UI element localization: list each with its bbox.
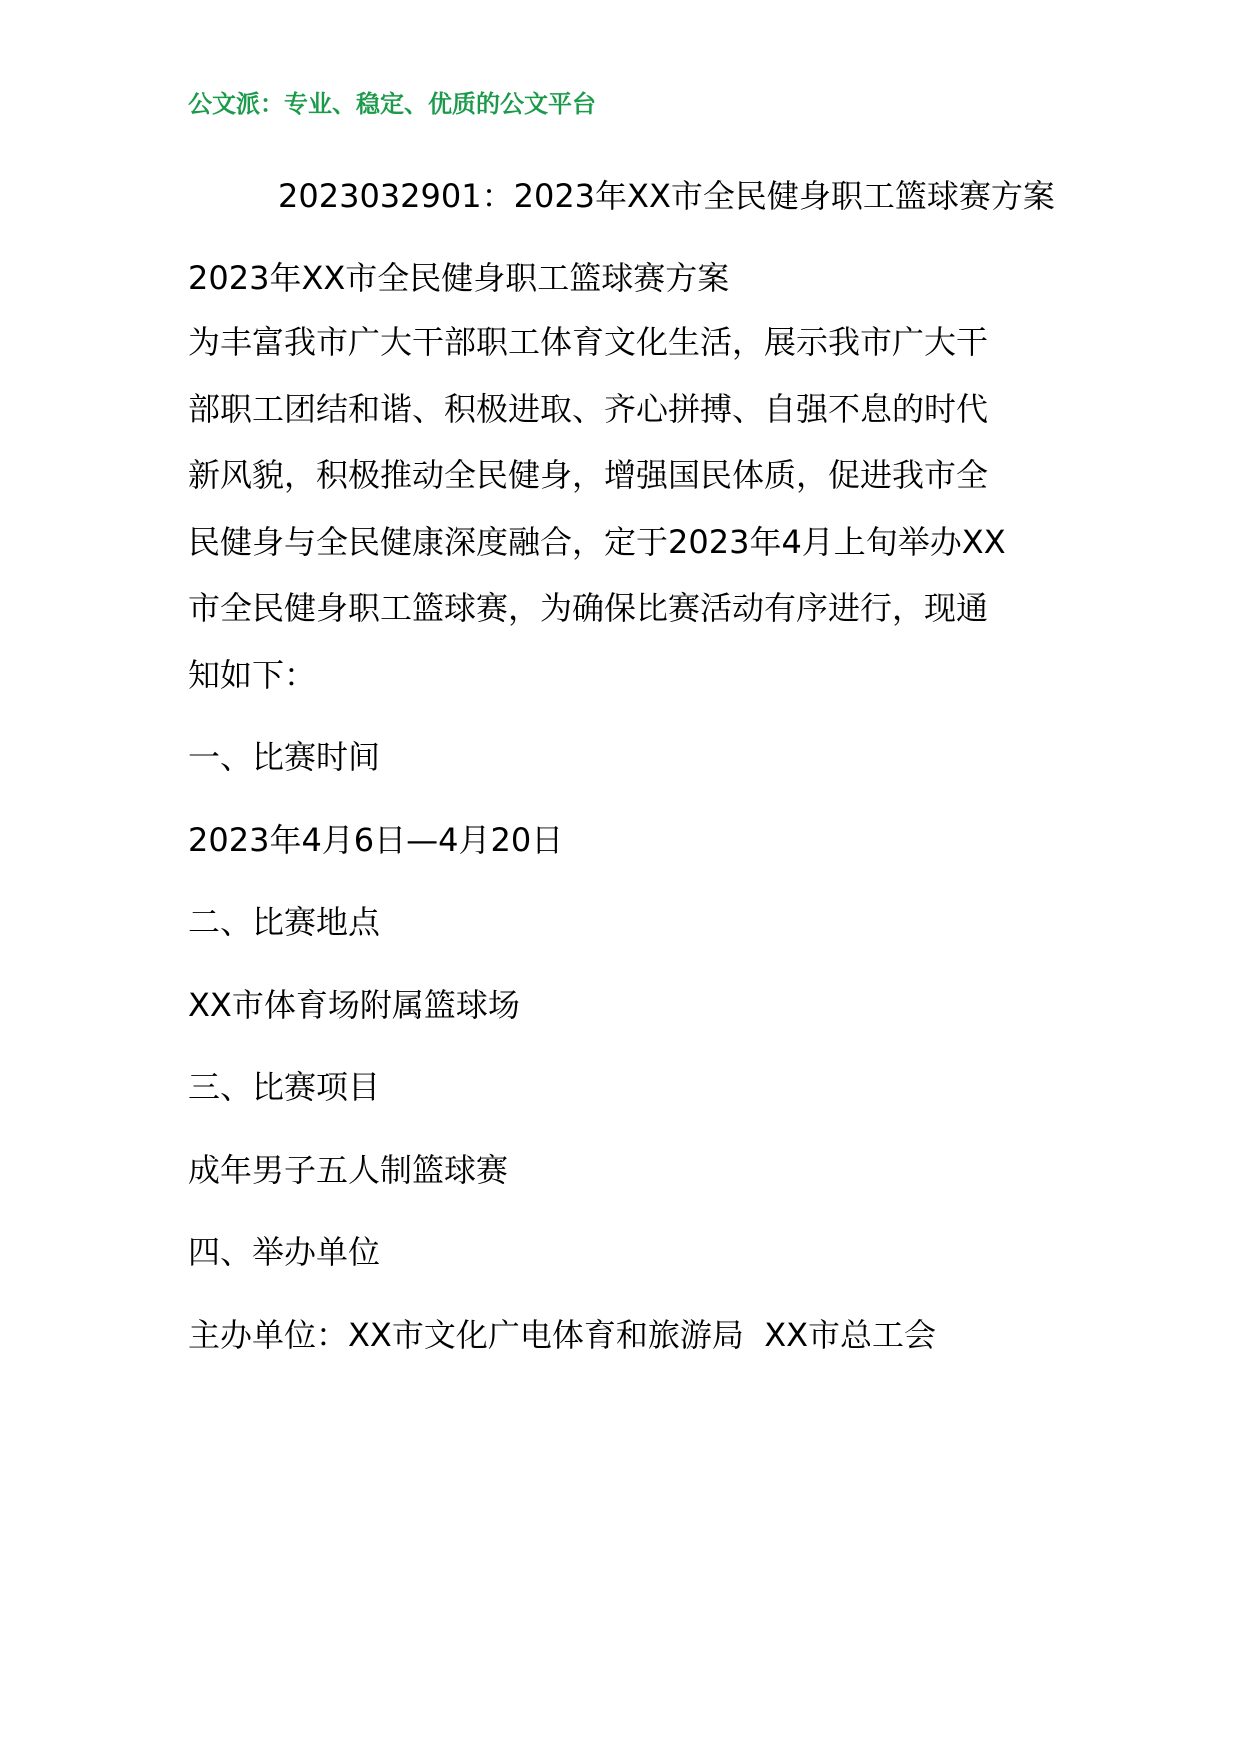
intro-line: 新风貌，积极推动全民健身，增强国民体质，促进我市全 (188, 456, 989, 494)
document-title: 2023032901：2023年XX市全民健身职工篮球赛方案 (278, 177, 1055, 215)
section-content-event: 成年男子五人制篮球赛 (188, 1151, 509, 1189)
intro-line: 知如下： (188, 656, 317, 694)
document-subtitle: 2023年XX市全民健身职工篮球赛方案 (188, 259, 730, 297)
section-content-organizer: 主办单位：XX市文化广电体育和旅游局 XX市总工会 (188, 1316, 937, 1354)
site-header: 公文派：专业、稳定、优质的公文平台 (188, 89, 596, 118)
section-heading-venue: 二、比赛地点 (188, 903, 381, 941)
intro-line: 市全民健身职工篮球赛，为确保比赛活动有序进行，现通 (188, 589, 989, 627)
intro-line: 部职工团结和谐、积极进取、齐心拼搏、自强不息的时代 (188, 390, 989, 428)
section-content-venue: XX市体育场附属篮球场 (188, 986, 520, 1024)
intro-line: 为丰富我市广大干部职工体育文化生活，展示我市广大干 (188, 323, 989, 361)
intro-line: 民健身与全民健康深度融合，定于2023年4月上旬举办XX (188, 523, 1006, 561)
section-heading-organizer: 四、举办单位 (188, 1233, 381, 1271)
section-heading-time: 一、比赛时间 (188, 738, 381, 776)
section-content-time: 2023年4月6日—4月20日 (188, 821, 564, 859)
section-heading-event: 三、比赛项目 (188, 1068, 381, 1106)
